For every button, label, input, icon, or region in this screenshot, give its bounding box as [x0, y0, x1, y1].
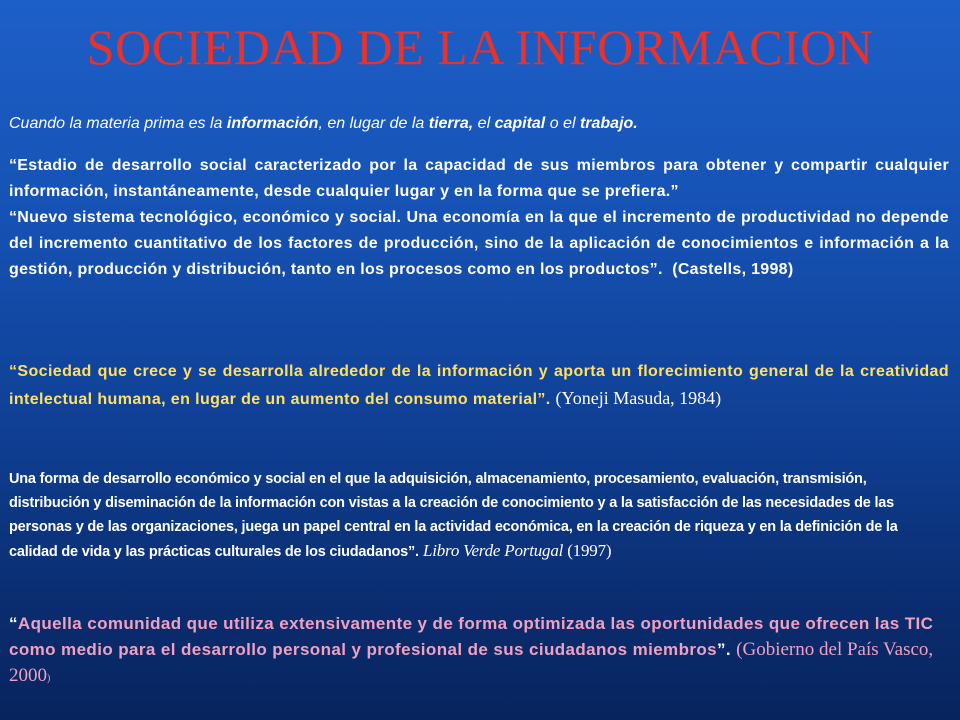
intro-paragraph	[9, 114, 949, 134]
pais-vasco-close-quote: ”.	[717, 640, 732, 659]
pais-vasco-open-quote: “	[9, 614, 18, 633]
libro-verde-source-title: Libro Verde Portugal	[422, 541, 564, 560]
intro-text-2: , en lugar de la	[318, 115, 429, 132]
intro-text-3: el	[473, 115, 495, 132]
castells-quote-part1: “Estadio de desarrollo social caracterizado por la capacidad de sus miembros para obtener y compartir cualquier información, instantáneamente, desde cualquier lugar y en la forma que se prefiera.”	[9, 157, 949, 200]
castells-quote	[9, 153, 949, 283]
intro-text-4: o el	[545, 115, 580, 132]
libro-verde-source-year: (1997)	[567, 541, 612, 560]
intro-bold-capital: capital	[494, 115, 546, 132]
intro-bold-trabajo: trabajo.	[579, 115, 638, 132]
intro-bold-informacion: información	[226, 115, 319, 132]
libro-verde-quote	[9, 467, 949, 564]
pais-vasco-citation-close: )	[47, 673, 51, 684]
pais-vasco-quote-text: Aquella comunidad que utiliza extensivamente y de forma optimizada las oportunidades que ofrecen las TIC como medio para el desarrollo personal y profesional de sus ciudadanos miembros	[9, 614, 934, 659]
pais-vasco-citation: (Gobierno del País Vasco, 2000	[9, 639, 934, 686]
intro-text-1: Cuando la materia prima es la	[9, 115, 227, 132]
castells-citation: (Castells, 1998)	[672, 261, 794, 278]
masuda-quote	[9, 358, 949, 413]
masuda-quote-text: “Sociedad que crece y se desarrolla alrededor de la información y aporta un florecimiento general de la creatividad intelectual humana, en lugar de un aumento del consumo material”.	[9, 363, 949, 408]
libro-verde-quote-text: Una forma de desarrollo económico y social en el que la adquisición, almacenamiento, procesamiento, evaluación, transmisión, distribución y diseminación de la información con vistas a la creación de conocimiento y a la satisfacción de las necesidades de las personas y de las organizaciones, juega un papel central en la actividad económica, en la creación de riqueza y en la definición de la calidad de vida y las prácticas culturales de los ciudadanos”.	[9, 471, 898, 560]
pais-vasco-quote	[9, 611, 949, 692]
castells-quote-part2: “Nuevo sistema tecnológico, económico y social. Una economía en la que el incremento de productividad no depende del incremento cuantitativo de los factores de producción, sino de la aplicación de conocimientos e información a la gestión, producción y distribución, tanto en los procesos como en los productos”.	[9, 209, 949, 278]
slide-title: SOCIEDAD DE LA INFORMACION	[86, 19, 874, 75]
intro-bold-tierra: tierra,	[428, 115, 474, 132]
masuda-citation: (Yoneji Masuda, 1984)	[555, 388, 722, 408]
